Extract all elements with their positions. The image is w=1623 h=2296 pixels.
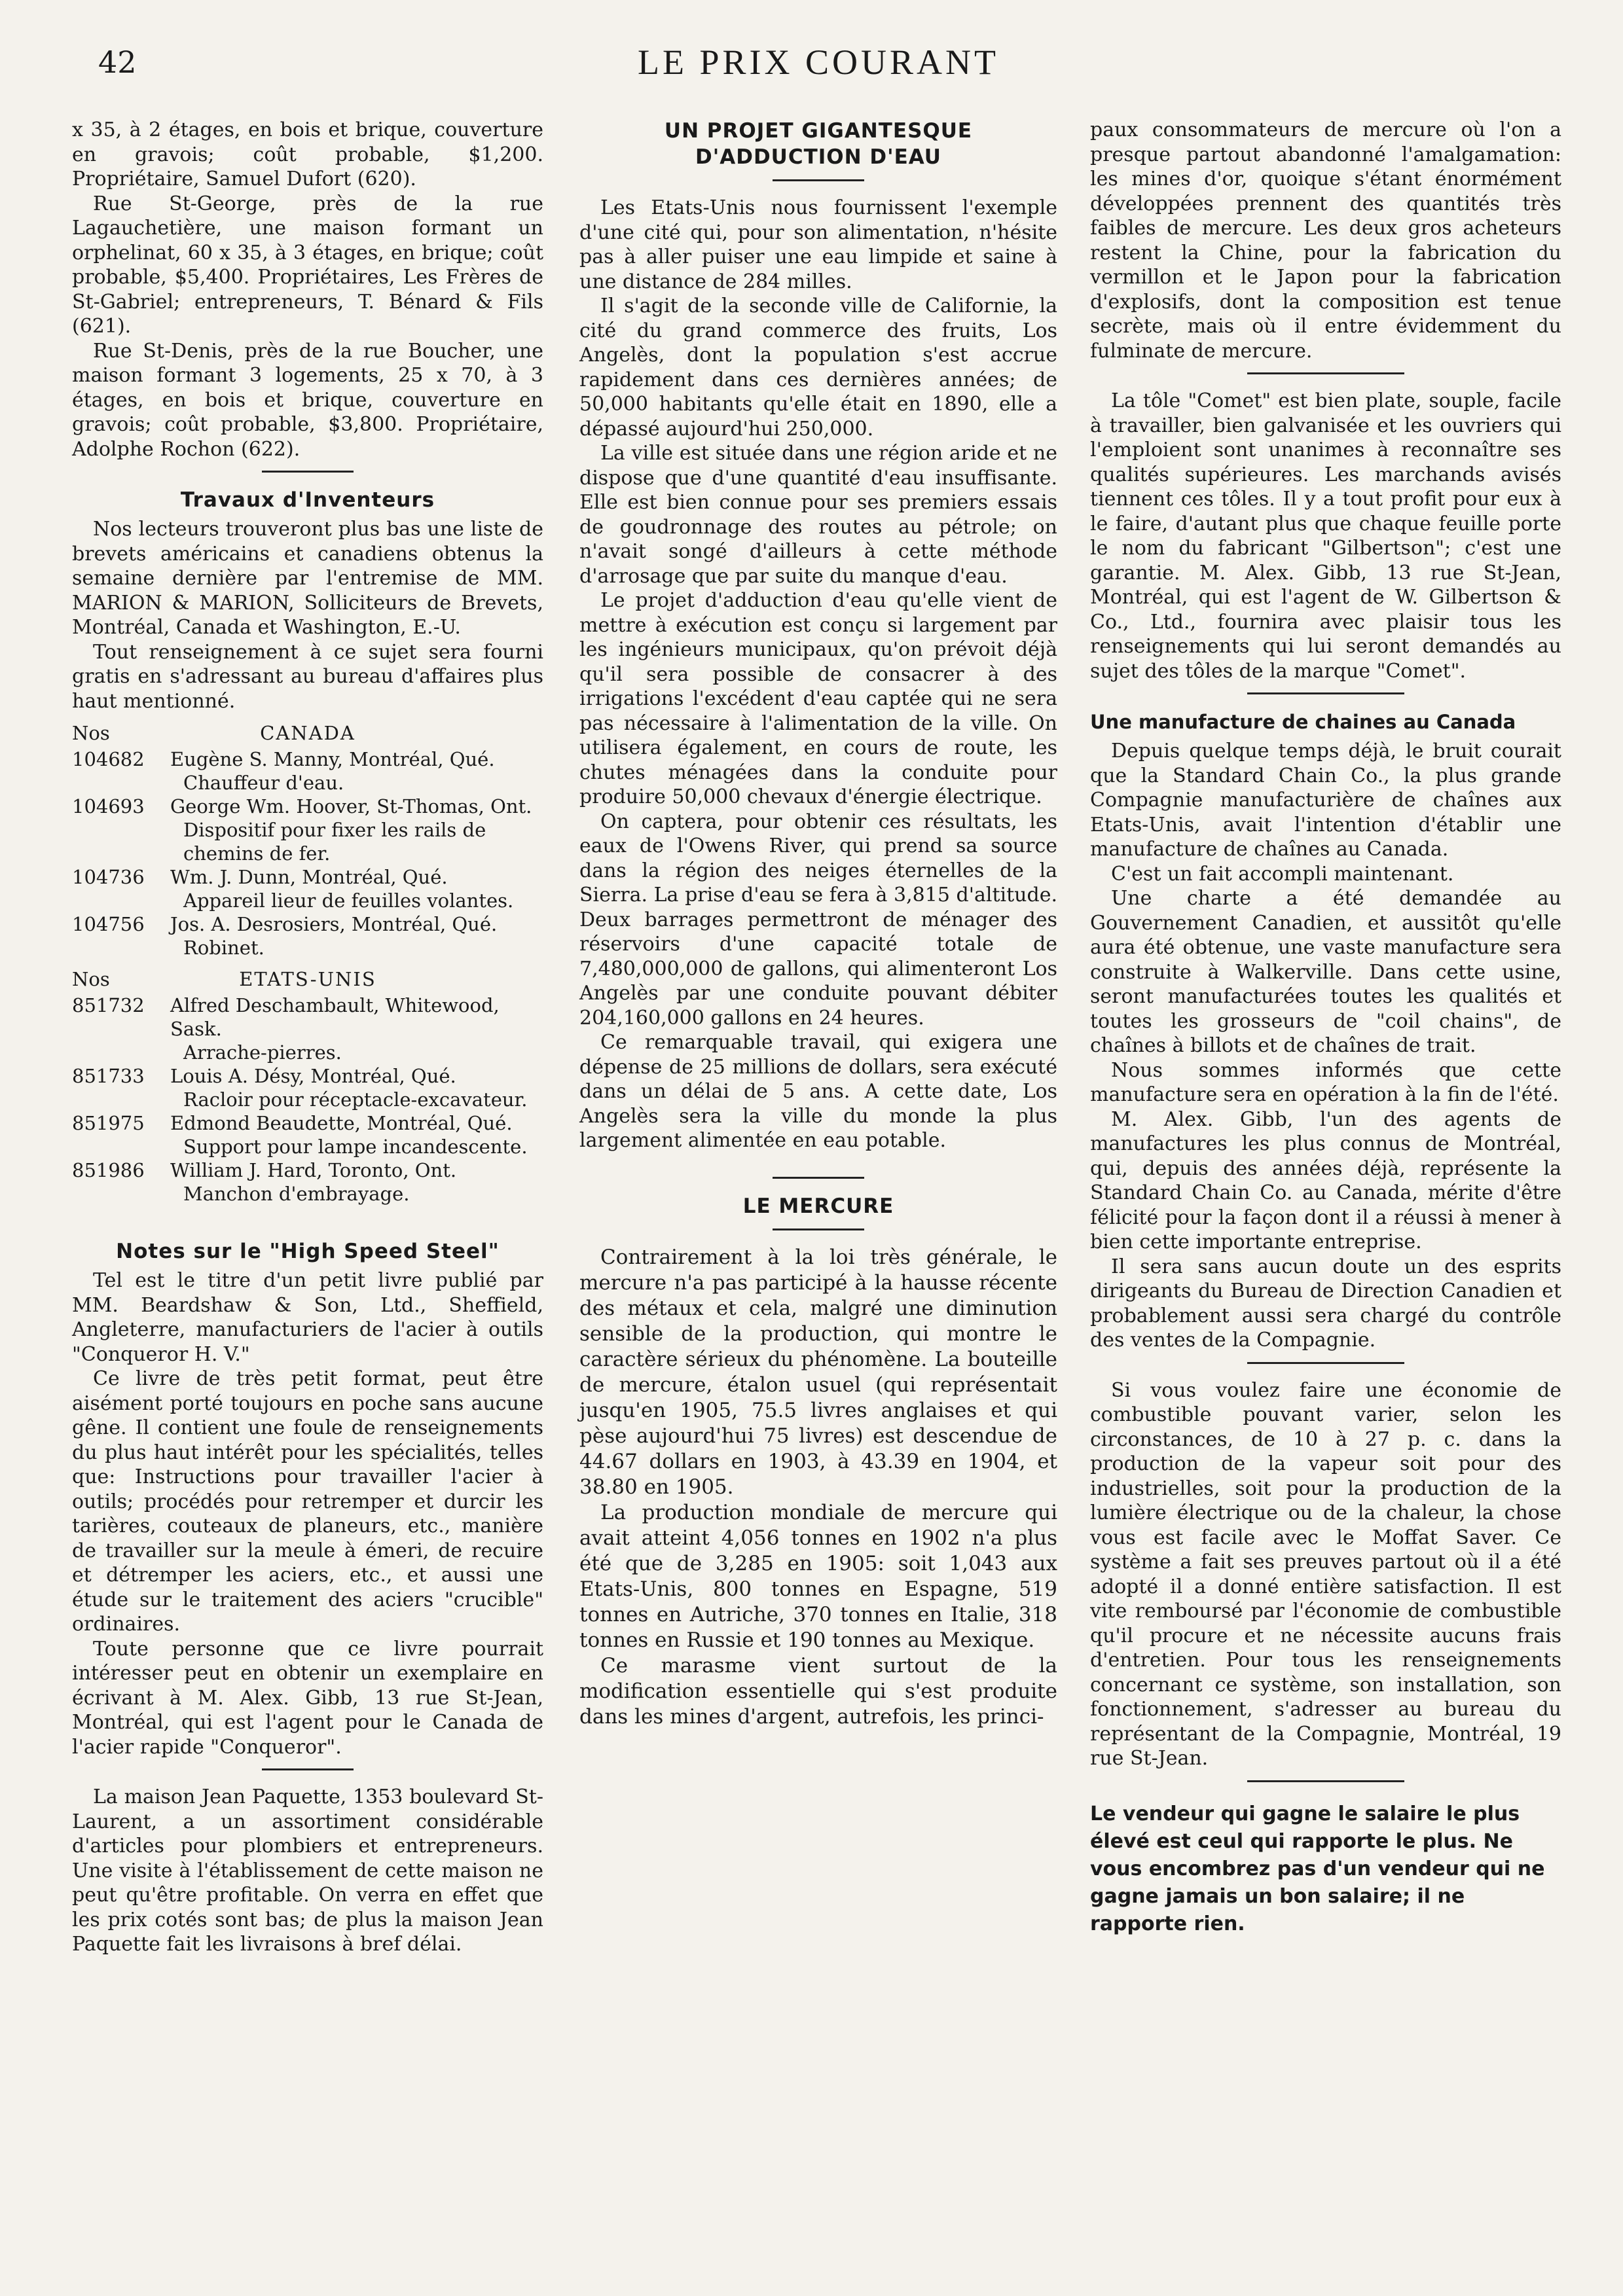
mercure-paragraph-2: La production mondiale de mercure qui avait atteint 4,056 tonnes en 1902 n'a plus été que de 3,285 en 1905: soit 1,043 aux Etats-Unis, 800 tonnes en Espagne, 519 tonnes en Autriche, 370 tonnes en Italie, 318 tonnes en Russie et 190 tonnes au Mexique. — [579, 1500, 1057, 1652]
patent-entry: 851732 Alfred Deschambault, Whitewood, Sask. Arrache-pierres. — [72, 994, 500, 1064]
projet-paragraph-5: On captera, pour obtenir ces résultats, les eaux de l'Owens River, qui prend sa source dans la région des neiges éternelles de la Sierra. La prise d'eau se fera à 3,815 d'altitude. Deux barrages permettront de ménager des réservoirs d'une capacité totale de 7,480,000,000 de gallons, qui alimenteront Los Angelès par une conduite pouvant débiter 204,160,000 gallons en 24 heures. — [579, 810, 1057, 1030]
divider — [773, 179, 864, 181]
notes-paragraph-2: Ce livre de très petit format, peut être aisément porté toujours en poche sans aucune gêne. Il contient une foule de renseignements du plus haut intérêt pour les spécialités, telles que: Instructions pour travailler l'acier à outils; procédés pour retremper et durcir les tarières, couteaux de planeurs, etc., manière de travailler sur la meule à émeri, de recuire et détremper les aciers, etc., et aussi une étude sur le traitement des aciers "crucible" ordinaires. — [72, 1367, 543, 1636]
canada-label: CANADA — [260, 722, 356, 744]
chaines-paragraph-3: Une charte a été demandée au Gouvernement Canadien, et aussitôt qu'elle aura été obtenue, une vaste manufacture sera construite à Walkerville. Dans cette usine, seront manufacturées toutes les qualités et toutes les grosseurs de "coil chains", de chaînes à billots et de chaînes de trait. — [1090, 887, 1561, 1057]
projet-paragraph-4: Le projet d'adduction d'eau qu'elle vient de mettre à exécution est conçu si largement par les ingénieurs municipaux, qu'on prévoit déjà qu'il sera possible de consacrer à des irrigations l'excédent d'eau captée qui ne sera pas nécessaire à l'alimentation de la ville. On utilisera également, en cours de route, les chutes ménagées dans la conduite pour produire 50,000 chevaux d'énergie électrique. — [579, 589, 1057, 808]
projet-paragraph-3: La ville est située dans une région aride et ne dispose que d'une quantité d'eau insuffisante. Elle est bien connue pour ses premiers essais de goudronnage des routes au pétrole; on n'avait songé d'ailleurs à cette méthode d'arrosage que par suite du manque d'eau. — [579, 442, 1057, 588]
masthead-title: LE PRIX COURANT — [637, 43, 999, 82]
nos-label: Nos — [72, 722, 110, 744]
building-permit-2: Rue St-George, près de la rue Lagauchetière, une maison formant un orphelinat, 60 x 35, à 3 étages, en brique; coût probable, $5,400. Propriétaires, Les Frères de St-Gabriel; entrepreneurs, T. Bénard & Fils (621). — [72, 192, 543, 338]
article-title-chaines: Une manufacture de chaines au Canada — [1090, 711, 1516, 733]
mercure-paragraph-1: Contrairement à la loi très générale, le mercure n'a pas participé à la hausse récente des métaux et cela, malgré une diminution sensible de la production, qui montre le caractère sérieux du phénomène. La bouteille de mercure, étalon usuel (qui représentait jusqu'en 1905, 75.5 livres anglaises et qui pèse aujourd'hui 75 livres) est descendue de 44.67 dollars en 1903, à 43.39 en 1904, et 38.80 en 1905. — [579, 1245, 1057, 1499]
vendeur-notice: Le vendeur qui gagne le salaire le plus élevé est ceul qui rapporte le plus. Ne vous encombrez pas d'un vendeur qui ne gagne jamais un bon salaire; il ne rapporte rien. — [1090, 1802, 1545, 1935]
patent-entry: 104736 Wm. J. Dunn, Montréal, Qué. Appareil lieur de feuilles volantes. — [72, 866, 514, 912]
divider — [1247, 692, 1404, 694]
moffat-saver-paragraph: Si vous voulez faire une économie de combustible pouvant varier, selon les circonstances, de 10 à 27 p. c. dans la production de la vapeur soit pour des industrielles, soit pour la production de la lumière électrique ou de la chaleur, la chose vous est facile avec le Moffat Saver. Ce système a fait ses preuves partout où il a été adopté il a donné entière satisfaction. Il est vite remboursé par l'économie de combustible qu'il procure et ne nécessite aucuns frais d'entretien. Pour tous les renseignements concernant ce système, son installation, son fonctionnement, s'adresser au bureau du représentant de la Compagnie, Montréal, 19 rue St-Jean. — [1090, 1378, 1561, 1770]
chaines-paragraph-6: Il sera sans aucun doute un des esprits dirigeants du Bureau de Direction Canadien et probablement aussi sera chargé du contrôle des ventes de la Compagnie. — [1090, 1255, 1561, 1352]
patent-entry: 104756 Jos. A. Desrosiers, Montréal, Qué. Robinet. — [72, 913, 498, 959]
projet-paragraph-2: Il s'agit de la seconde ville de Californie, la cité du grand commerce des fruits, Los Angelès, dont la population s'est accrue rapidement dans ces dernières années; de 50,000 habitants qu'elle était en 1890, elle a dépassé aujourd'hui 250,000. — [579, 295, 1057, 440]
travaux-paragraph-1: Nos lecteurs trouveront plus bas une liste de brevets américains et canadiens obtenus la semaine dernière par l'entremise de MM. MARION & MARION, Solliciteurs de Brevets, Montréal, Canada et Washington, E.-U. — [72, 518, 543, 639]
page-number: 42 — [98, 45, 137, 80]
divider — [1247, 372, 1404, 374]
divider — [1247, 1780, 1404, 1782]
us-patents-header — [72, 967, 543, 991]
divider — [773, 1177, 864, 1179]
chaines-paragraph-2: C'est un fait accompli maintenant. — [1111, 862, 1454, 886]
patent-entry: 851986 William J. Hard, Toronto, Ont. Manchon d'embrayage. — [72, 1159, 457, 1205]
building-permit-1: x 35, à 2 étages, en bois et brique, couverture en gravois; coût probable, $1,200. Propriétaire, Samuel Dufort (620). — [72, 118, 543, 190]
article-title-projet: UN PROJET GIGANTESQUE D'ADDUCTION D'EAU — [664, 119, 973, 169]
notes-paragraph-1: Tel est le titre d'un petit livre publié par MM. Beardshaw & Son, Ltd., Sheffield, Angleterre, manufacturiers de l'acier à outils "Conqueror H. V." — [72, 1269, 543, 1366]
nos-label: Nos — [72, 968, 110, 990]
canada-patents-header — [72, 721, 543, 745]
patent-entry: 851975 Edmond Beaudette, Montréal, Qué. Support pour lampe incandescente. — [72, 1112, 528, 1158]
projet-paragraph-6: Ce remarquable travail, qui exigera une dépense de 25 millions de dollars, sera exécuté dans un délai de 5 ans. A cette date, Los Angelès sera la ville du monde la plus largement alimentée en eau potable. — [579, 1031, 1057, 1152]
building-permit-3: Rue St-Denis, près de la rue Boucher, une maison formant 3 logements, 25 x 70, à 3 étages, en bois et brique, couverture en gravois; coût probable, $3,800. Propriétaire, Adolphe Rochon (622). — [72, 339, 543, 461]
divider — [1247, 1362, 1404, 1364]
mercure-paragraph-3: Ce marasme vient surtout de la modification essentielle qui s'est produite dans les mines d'argent, autrefois, les princi- — [579, 1653, 1057, 1729]
chaines-paragraph-5: M. Alex. Gibb, l'un des agents de manufactures les plus connus de Montréal, qui, depuis des années déjà, représente la Standard Chain Co. au Canada, mérite d'être félicité pour la façon dont il a réussi à mener à bien cette importante entreprise. — [1090, 1107, 1561, 1253]
column-middle — [579, 118, 1057, 1730]
chaines-paragraph-4: Nous sommes informés que cette manufacture sera en opération à la fin de l'été. — [1090, 1058, 1561, 1106]
page-header — [79, 39, 1558, 85]
patent-entry: 851733 Louis A. Désy, Montréal, Qué. Racloir pour réceptacle-excavateur. — [72, 1065, 528, 1111]
chaines-paragraph-1: Depuis quelque temps déjà, le bruit courait que la Standard Chain Co., la plus grande Compagnie manufacturière de chaînes aux Etats-Unis, avait l'intention d'établir une manufacture de chaînes au Canada. — [1090, 740, 1561, 861]
article-title-travaux: Travaux d'Inventeurs — [180, 488, 435, 512]
divider — [262, 471, 354, 473]
projet-paragraph-1: Les Etats-Unis nous fournissent l'exemple d'une cité qui, pour son alimentation, n'hésite pas à aller puiser une eau limpide et saine à une distance de 284 milles. — [579, 196, 1057, 293]
paquette-paragraph: La maison Jean Paquette, 1353 boulevard St-Laurent, a un assortiment considérable d'articles pour plombiers et entrepreneurs. Une visite à l'établissement de cette maison ne peut qu'être profitable. On verra en effet que les prix cotés sont bas; de plus la maison Jean Paquette fait les livraisons à bref délai. — [72, 1785, 543, 1956]
patent-entry: 104682 Eugène S. Manny, Montréal, Qué. Chauffeur d'eau. — [72, 748, 495, 794]
article-title-high-speed-steel: Notes sur le "High Speed Steel" — [116, 1240, 500, 1263]
divider — [262, 1768, 354, 1770]
article-title-mercure: LE MERCURE — [742, 1194, 894, 1218]
tole-comet-paragraph: La tôle "Comet" est bien plate, souple, facile à travailler, bien galvanisée et les ouvriers qui l'emploient sont unanimes à reconnaître ses qualités supérieures. Les marchands avisés tiennent ces tôles. Il y a tout profit pour eux à le faire, d'autant plus que chaque feuille porte le nom du fabricant "Gilbertson"; c'est une garantie. M. Alex. Gibb, 13 rue St-Jean, Montréal, qui est l'agent de W. Gilbertson & Co., Ltd., fournira avec plaisir tous les renseignements qui lui seront demandés au sujet des tôles de la marque "Comet". — [1090, 389, 1561, 683]
notes-paragraph-3: Toute personne que ce livre pourrait intéresser peut en obtenir un exemplaire en écrivant à M. Alex. Gibb, 13 rue St-Jean, Montréal, qui est l'agent pour le Canada de l'acier rapide "Conqueror". — [72, 1637, 543, 1759]
column-right — [1090, 118, 1561, 1938]
travaux-paragraph-2: Tout renseignement à ce sujet sera fourni gratis en s'adressant au bureau d'affaires plus haut mentionné. — [72, 640, 543, 713]
column-separator-left — [563, 121, 564, 1103]
patent-entry: 104693 George Wm. Hoover, St-Thomas, Ont. Dispositif pour fixer les rails de chemins de fer. — [72, 795, 532, 865]
etats-unis-label: ETATS-UNIS — [239, 968, 376, 990]
mercure-continued: paux consommateurs de mercure où l'on a presque partout abandonné l'amalgamation: les mines d'or, quoique s'étant énormément développées prennent des quantités très faibles de mercure. Les deux gros acheteurs restent la Chine, pour la fabrication du vermillon et le Japon pour la fabrication d'explosifs, dont la composition est tenue secrète, mais où il entre évidemment du fulminate de mercure. — [1090, 118, 1561, 363]
column-left — [72, 118, 543, 1957]
divider — [773, 1229, 864, 1230]
